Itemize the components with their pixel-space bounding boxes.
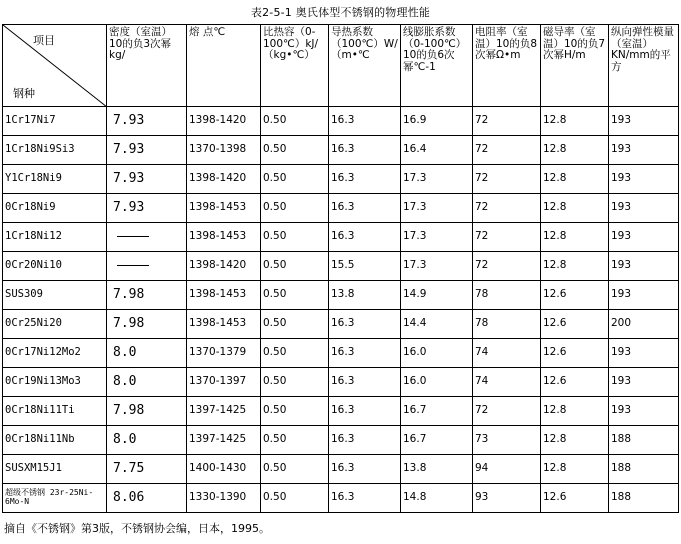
cell-elastic-modulus: 200 [609,310,679,339]
cell-resistivity: 72 [473,165,541,194]
cell-melting-point: 1400-1430 [187,455,261,484]
cell-density: 7.98 [107,397,187,426]
cell-specific-heat: 0.50 [261,165,329,194]
cell-specific-heat: 0.50 [261,484,329,513]
cell-resistivity: 74 [473,339,541,368]
cell-resistivity: 93 [473,484,541,513]
cell-thermal-expansion: 17.3 [401,252,473,281]
cell-permeability: 12.6 [541,484,609,513]
table-row [3,252,679,281]
cell-steel-grade: 0Cr17Ni12Mo2 [3,339,107,368]
cell-density: 7.93 [107,165,187,194]
cell-density: 8.0 [107,339,187,368]
cell-melting-point: 1398-1420 [187,165,261,194]
cell-density [107,223,187,252]
cell-thermal-expansion: 14.9 [401,281,473,310]
cell-thermal-conductivity: 16.3 [329,484,401,513]
cell-elastic-modulus: 193 [609,194,679,223]
cell-thermal-conductivity: 16.3 [329,455,401,484]
cell-steel-grade: SUSXM15J1 [3,455,107,484]
cell-melting-point: 1398-1453 [187,281,261,310]
cell-specific-heat: 0.50 [261,252,329,281]
cell-permeability: 12.6 [541,310,609,339]
cell-specific-heat: 0.50 [261,136,329,165]
cell-thermal-expansion: 13.8 [401,455,473,484]
cell-melting-point: 1370-1379 [187,339,261,368]
cell-steel-grade: 1Cr18Ni9Si3 [3,136,107,165]
cell-melting-point: 1398-1453 [187,223,261,252]
cell-permeability: 12.8 [541,426,609,455]
cell-melting-point: 1398-1420 [187,107,261,136]
cell-permeability: 12.6 [541,368,609,397]
header-row [3,25,679,107]
cell-thermal-expansion: 17.3 [401,165,473,194]
cell-specific-heat: 0.50 [261,426,329,455]
cell-thermal-conductivity: 16.3 [329,136,401,165]
table-row [3,107,679,136]
cell-resistivity: 74 [473,368,541,397]
cell-thermal-conductivity: 16.3 [329,194,401,223]
cell-elastic-modulus: 193 [609,281,679,310]
cell-thermal-expansion: 16.0 [401,368,473,397]
cell-thermal-conductivity: 16.3 [329,107,401,136]
cell-specific-heat: 0.50 [261,455,329,484]
cell-thermal-conductivity: 16.3 [329,397,401,426]
cell-density: 8.06 [107,484,187,513]
cell-steel-grade: SUS309 [3,281,107,310]
cell-density: 7.98 [107,310,187,339]
cell-thermal-expansion: 16.4 [401,136,473,165]
cell-specific-heat: 0.50 [261,223,329,252]
cell-specific-heat: 0.50 [261,368,329,397]
column-header-permeability: 磁导率（室温）10的负7次幂H/m [541,25,609,107]
table-row [3,223,679,252]
cell-specific-heat: 0.50 [261,194,329,223]
table-row [3,455,679,484]
cell-resistivity: 94 [473,455,541,484]
cell-resistivity: 72 [473,223,541,252]
cell-melting-point: 1398-1453 [187,310,261,339]
cell-steel-grade: Y1Cr18Ni9 [3,165,107,194]
cell-melting-point: 1397-1425 [187,397,261,426]
cell-elastic-modulus: 193 [609,397,679,426]
column-header-elastic-modulus: 纵向弹性模量（室温）KN/mm的平方 [609,25,679,107]
cell-steel-grade: 0Cr25Ni20 [3,310,107,339]
corner-header-cell [3,25,107,107]
table-row [3,281,679,310]
cell-steel-grade: 0Cr18Ni11Ti [3,397,107,426]
cell-melting-point: 1330-1390 [187,484,261,513]
cell-specific-heat: 0.50 [261,107,329,136]
dash-mark [117,265,149,266]
table-title: 表2-5-1 奥氏体型不锈钢的物理性能 [250,6,431,19]
table-row [3,426,679,455]
cell-permeability: 12.8 [541,165,609,194]
cell-melting-point: 1370-1397 [187,368,261,397]
corner-label-item: 项目 [33,34,55,47]
cell-melting-point: 1370-1398 [187,136,261,165]
table-body [3,107,679,513]
cell-resistivity: 72 [473,136,541,165]
column-header-density: 密度（室温）10的负3次幂kg/ [107,25,187,107]
properties-table [2,24,679,513]
cell-specific-heat: 0.50 [261,397,329,426]
cell-permeability: 12.8 [541,252,609,281]
cell-resistivity: 78 [473,310,541,339]
table-row [3,339,679,368]
column-header-thermal-expansion: 线膨胀系数（0-100℃）10的负6次幂℃-1 [401,25,473,107]
cell-elastic-modulus: 188 [609,484,679,513]
table-row [3,484,679,513]
corner-label-steel: 钢种 [13,86,35,100]
cell-resistivity: 72 [473,194,541,223]
cell-elastic-modulus: 188 [609,455,679,484]
table-row [3,310,679,339]
cell-permeability: 12.8 [541,107,609,136]
column-header-resistivity: 电阻率（室温）10的负8次幂Ω•m [473,25,541,107]
cell-resistivity: 72 [473,107,541,136]
cell-thermal-conductivity: 16.3 [329,368,401,397]
cell-thermal-conductivity: 16.3 [329,310,401,339]
cell-steel-grade: 0Cr20Ni10 [3,252,107,281]
cell-specific-heat: 0.50 [261,281,329,310]
cell-thermal-expansion: 14.4 [401,310,473,339]
cell-thermal-conductivity: 16.3 [329,339,401,368]
cell-specific-heat: 0.50 [261,310,329,339]
cell-permeability: 12.8 [541,455,609,484]
cell-density: 8.0 [107,368,187,397]
cell-resistivity: 73 [473,426,541,455]
cell-thermal-expansion: 16.7 [401,397,473,426]
cell-density: 8.0 [107,426,187,455]
cell-thermal-conductivity: 13.8 [329,281,401,310]
table-row [3,136,679,165]
dash-mark [117,236,149,237]
column-header-specific-heat: 比热容（0-100℃）kJ/（kg•℃） [261,25,329,107]
cell-density: 7.98 [107,281,187,310]
cell-resistivity: 72 [473,252,541,281]
footnote: 摘自《不锈钢》第3版，不锈钢协会编，日本，1995。 [4,522,270,535]
cell-melting-point: 1397-1425 [187,426,261,455]
cell-melting-point: 1398-1420 [187,252,261,281]
cell-thermal-expansion: 17.3 [401,223,473,252]
cell-steel-grade: 1Cr17Ni7 [3,107,107,136]
column-header-melting-point: 熔 点℃ [187,25,261,107]
cell-thermal-expansion: 16.0 [401,339,473,368]
cell-permeability: 12.8 [541,194,609,223]
cell-density: 7.75 [107,455,187,484]
cell-elastic-modulus: 193 [609,165,679,194]
cell-steel-grade: 1Cr18Ni12 [3,223,107,252]
cell-elastic-modulus: 193 [609,368,679,397]
cell-elastic-modulus: 193 [609,339,679,368]
cell-thermal-conductivity: 16.3 [329,223,401,252]
cell-melting-point: 1398-1453 [187,194,261,223]
cell-steel-grade: 0Cr19Ni13Mo3 [3,368,107,397]
cell-elastic-modulus: 193 [609,252,679,281]
cell-permeability: 12.6 [541,281,609,310]
cell-steel-grade: 0Cr18Ni9 [3,194,107,223]
cell-density: 7.93 [107,107,187,136]
cell-permeability: 12.8 [541,136,609,165]
cell-density [107,252,187,281]
cell-steel-grade: 超级不锈钢 23r-25Ni-6Mo-N [3,484,107,513]
cell-elastic-modulus: 193 [609,136,679,165]
cell-density: 7.93 [107,136,187,165]
cell-resistivity: 72 [473,397,541,426]
cell-specific-heat: 0.50 [261,339,329,368]
cell-thermal-expansion: 14.8 [401,484,473,513]
cell-thermal-conductivity: 16.3 [329,426,401,455]
column-header-thermal-conductivity: 导热系数（100℃）W/（m•℃ [329,25,401,107]
table-row [3,194,679,223]
cell-thermal-conductivity: 15.5 [329,252,401,281]
cell-elastic-modulus: 188 [609,426,679,455]
cell-permeability: 12.8 [541,397,609,426]
cell-thermal-expansion: 16.9 [401,107,473,136]
cell-thermal-expansion: 16.7 [401,426,473,455]
cell-thermal-conductivity: 16.3 [329,165,401,194]
table-row [3,368,679,397]
cell-elastic-modulus: 193 [609,107,679,136]
cell-permeability: 12.8 [541,223,609,252]
table-row [3,397,679,426]
cell-resistivity: 78 [473,281,541,310]
cell-elastic-modulus: 193 [609,223,679,252]
cell-steel-grade: 0Cr18Ni11Nb [3,426,107,455]
cell-permeability: 12.6 [541,339,609,368]
table-row [3,165,679,194]
cell-thermal-expansion: 17.3 [401,194,473,223]
cell-density: 7.93 [107,194,187,223]
